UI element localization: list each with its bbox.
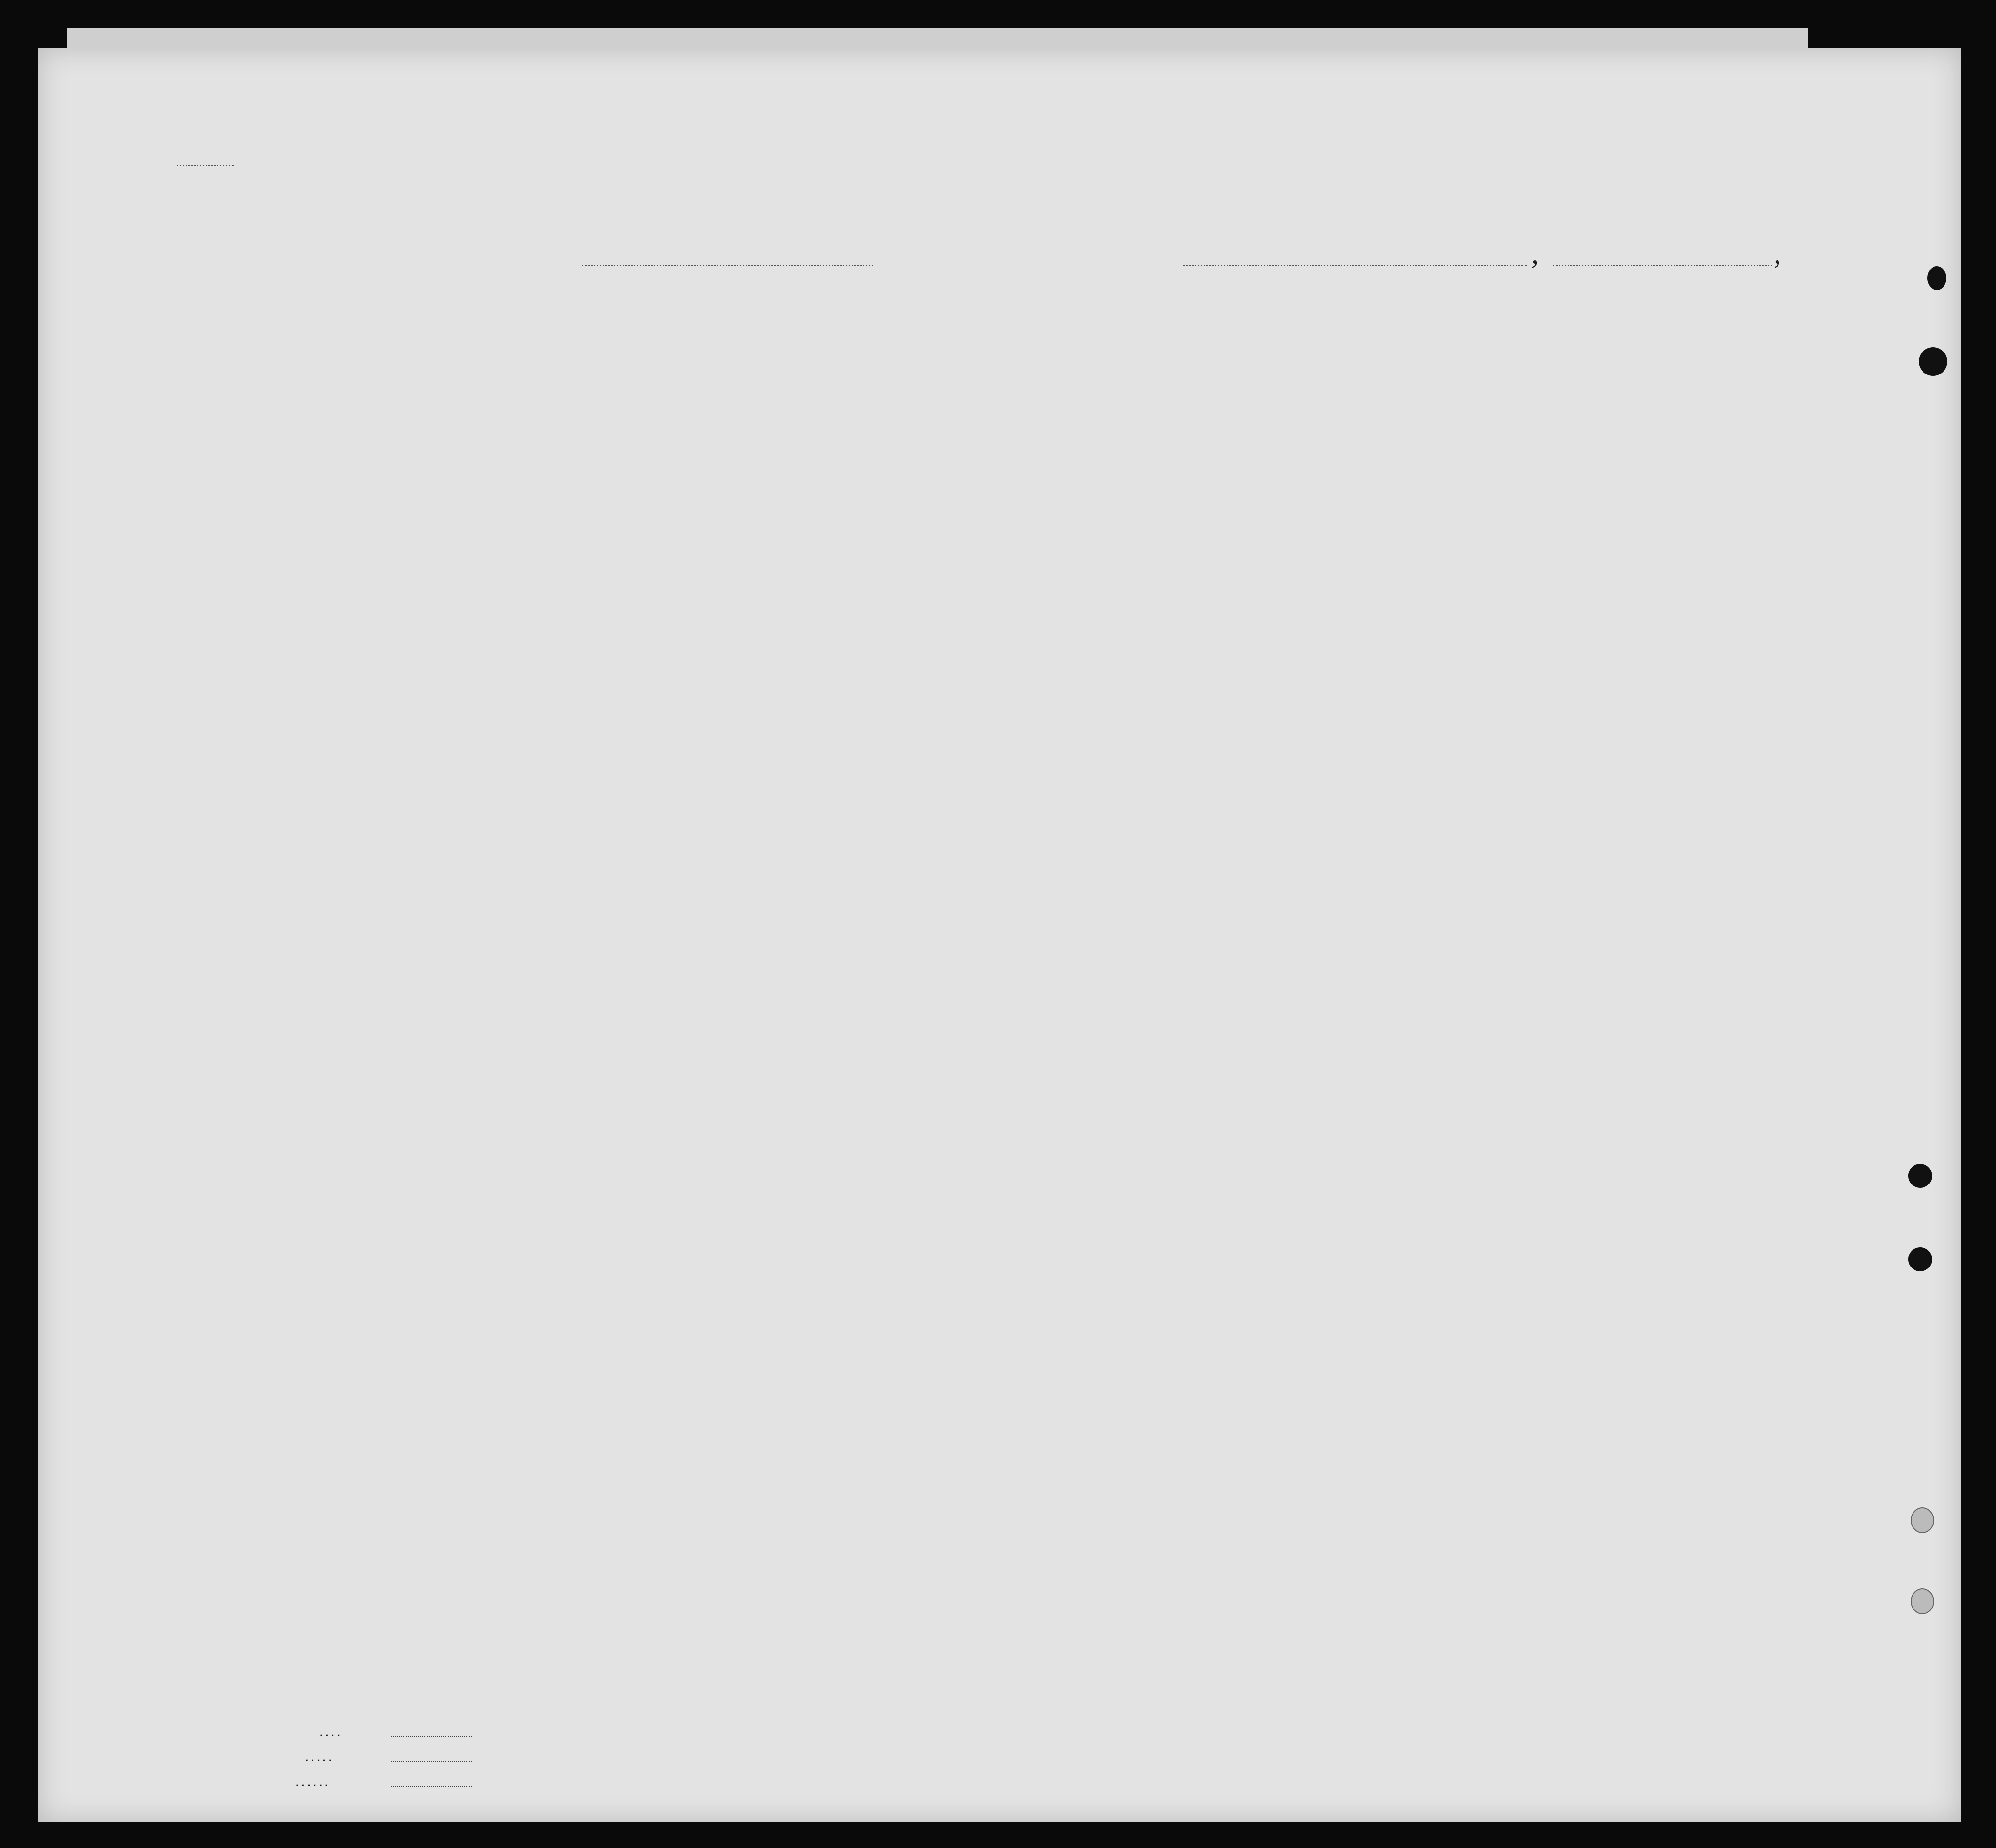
- leader-dots-1: . . . .: [320, 1727, 340, 1739]
- punch-hole: [1919, 347, 1947, 376]
- total-passengers-line: [391, 1736, 472, 1737]
- aliens-line: [391, 1786, 472, 1787]
- leader-dots-2: . . . . .: [305, 1752, 332, 1764]
- punch-hole: [1908, 1164, 1932, 1188]
- leader-dots-3: . . . . . .: [296, 1776, 328, 1788]
- comma-mark-2: ,: [1774, 238, 1781, 270]
- ship-line: [582, 265, 873, 266]
- list-line: [177, 165, 234, 166]
- comma-mark: ,: [1531, 238, 1539, 270]
- punch-hole: [1911, 1507, 1934, 1533]
- punch-hole: [1927, 266, 1946, 290]
- punch-hole: [1908, 1247, 1932, 1271]
- date-line: [1553, 265, 1772, 266]
- punch-hole: [1911, 1588, 1934, 1614]
- port-line: [1183, 265, 1527, 266]
- us-citizens-line: [391, 1761, 472, 1762]
